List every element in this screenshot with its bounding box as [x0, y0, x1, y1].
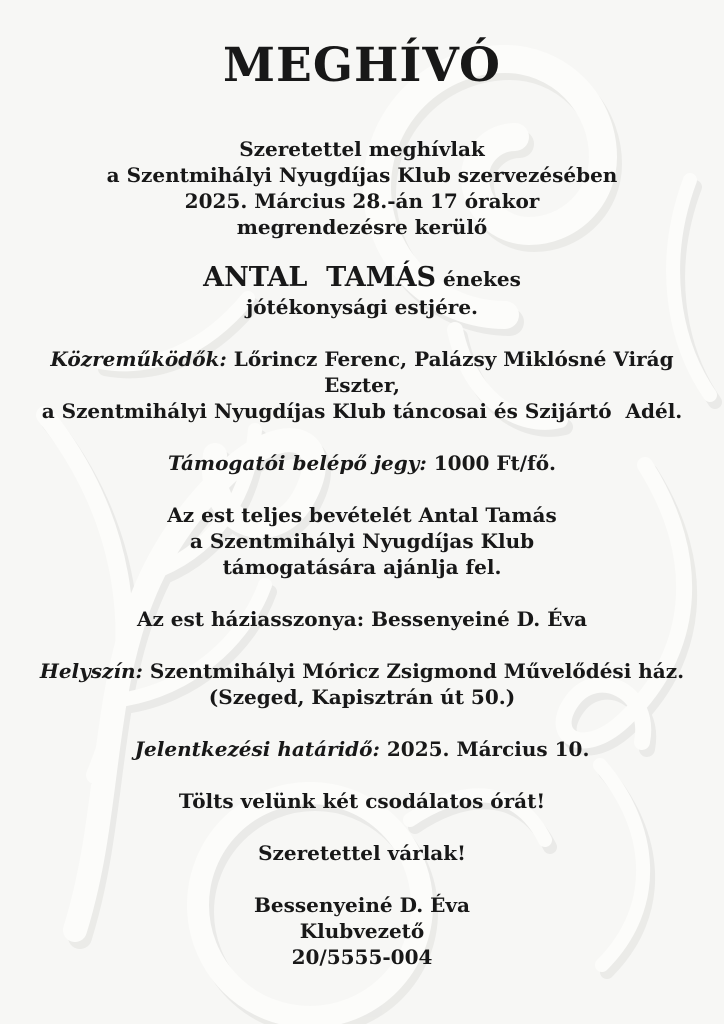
venue-label: Helyszín:	[39, 659, 143, 684]
event-line-2: jótékonysági estjére.	[245, 295, 479, 320]
event-block	[0, 262, 724, 320]
deadline-date: 2025. Március 10.	[386, 737, 590, 762]
ticket-label: Támogatói belépő jegy:	[167, 451, 427, 476]
venue-line-1	[0, 658, 724, 684]
ticket-line	[0, 450, 724, 476]
contributors-label: Közreműködők:	[50, 347, 227, 372]
ticket-block	[0, 450, 724, 476]
page-title: MEGHÍVÓ	[223, 38, 501, 93]
donation-line-1: Az est teljes bevételét Antal Tamás	[167, 503, 557, 528]
intro-line-2: a Szentmihályi Nyugdíjas Klub szervezésében	[106, 163, 618, 188]
donation-block	[0, 502, 724, 580]
venue-name: Szentmihályi Móricz Zsigmond Művelődési ház.	[149, 659, 685, 684]
event-artist-line	[0, 262, 724, 294]
deadline-label: Jelentkezési határidő:	[134, 737, 380, 762]
contributors-block	[0, 346, 724, 424]
host-line: Az est háziasszonya: Bessenyeiné D. Éva	[136, 607, 588, 632]
artist-role: énekes	[443, 267, 521, 292]
deadline-block	[0, 736, 724, 762]
contributors-line-1	[0, 346, 724, 372]
contributors-names-1: Lőrincz Ferenc, Palázsy Miklósné Virág	[233, 347, 674, 372]
deadline-line	[0, 736, 724, 762]
intro-line-1: Szeretettel meghívlak	[239, 137, 485, 162]
closing-invite-block	[0, 788, 724, 814]
venue-address: (Szeged, Kapisztrán út 50.)	[208, 685, 516, 710]
venue-block	[0, 658, 724, 710]
signature-phone: 20/5555-004	[291, 945, 433, 970]
intro-line-4: megrendezésre kerülő	[236, 215, 488, 240]
signature-role: Klubvezető	[299, 919, 425, 944]
closing-welcome-block	[0, 840, 724, 866]
artist-name: ANTAL TAMÁS	[203, 262, 437, 294]
contributors-line-3: a Szentmihályi Nyugdíjas Klub táncosai és Szijártó Adél.	[41, 399, 683, 424]
signature-name: Bessenyeiné D. Éva	[254, 893, 470, 918]
donation-line-3: támogatására ajánlja fel.	[222, 555, 502, 580]
closing-welcome-line: Szeretettel várlak!	[258, 841, 466, 866]
intro-line-3: 2025. Március 28.-án 17 órakor	[184, 189, 540, 214]
signature-block	[0, 892, 724, 970]
donation-line-2: a Szentmihályi Nyugdíjas Klub	[189, 529, 535, 554]
contributors-line-2: Eszter,	[324, 373, 400, 398]
closing-invite-line: Tölts velünk két csodálatos órát!	[178, 789, 546, 814]
ticket-price: 1000 Ft/fő.	[433, 451, 557, 476]
host-block	[0, 606, 724, 632]
intro-block	[0, 136, 724, 240]
